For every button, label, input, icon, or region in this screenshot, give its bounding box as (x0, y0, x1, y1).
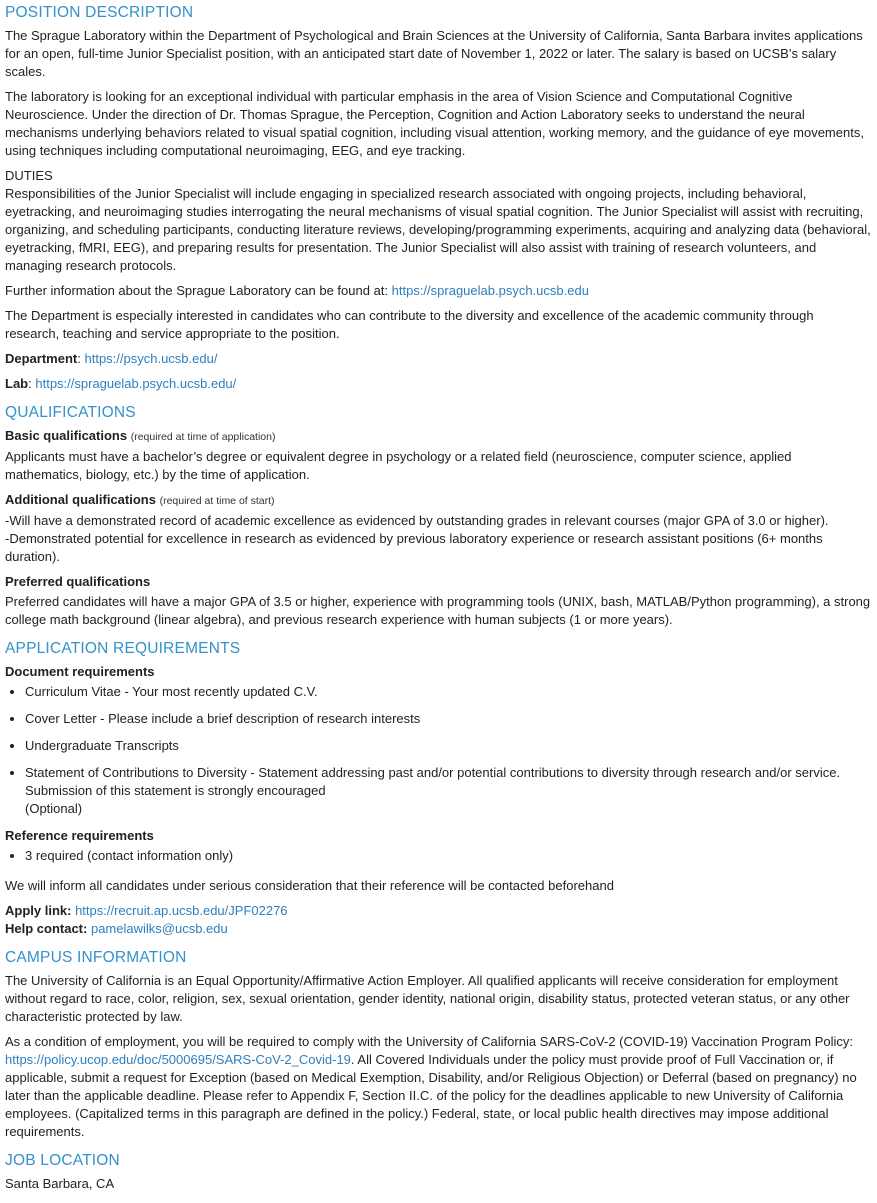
covid-policy-link[interactable]: https://policy.ucop.edu/doc/5000695/SARS-CoV-2_Covid-19 (5, 1052, 351, 1067)
application-requirements-heading: APPLICATION REQUIREMENTS (5, 640, 241, 657)
preferred-qualifications (5, 573, 871, 629)
diversity-statement-item: Statement of Contributions to Diversity - Statement addressing past and/or potential contributions to diversity through research and/or service. Submission of this statement is strongly encouraged (25, 765, 841, 798)
job-location-value: Santa Barbara, CA (5, 1176, 115, 1191)
basic-text: Applicants must have a bachelor’s degree or equivalent degree in psychology or a related field (neuroscience, computer science, applied mathematics, biology, etc.) by the time of application. (5, 449, 792, 482)
reference-requirements-title: Reference requirements (5, 828, 154, 843)
job-location-heading: JOB LOCATION (5, 1152, 120, 1169)
campus-information-heading: CAMPUS INFORMATION (5, 949, 187, 966)
document-requirements-title: Document requirements (5, 664, 155, 679)
additional-qualifications (5, 491, 871, 566)
lab-website-link[interactable]: https://spraguelab.psych.ucsb.edu (391, 283, 589, 298)
qualifications-heading: QUALIFICATIONS (5, 404, 136, 421)
position-description-heading: POSITION DESCRIPTION (5, 4, 194, 21)
list-item: • Cover Letter - Please include a brief description of research interests (25, 710, 871, 728)
covid-policy (5, 1033, 871, 1141)
duties-title: DUTIES (5, 168, 53, 183)
department-line: Department: https://psych.ucsb.edu/ (5, 351, 218, 366)
eoe-statement: The University of California is an Equal Opportunity/Affirmative Action Employer. All qualified applicants will receive consideration for employment without regard to race, color, religion, sex, sexual orientation, gender identity, national origin, disability status, protected veteran status, or any other characteristic protected by law. (5, 973, 850, 1024)
department-label: Department (5, 351, 78, 366)
basic-title: Basic qualifications (5, 428, 128, 443)
lab-label: Lab (5, 376, 29, 391)
additional-line-1: -Will have a demonstrated record of academic excellence as evidenced by outstanding grades in relevant courses (major GPA of 3.0 or higher). (5, 513, 829, 528)
covid-policy-pre: As a condition of employment, you will be required to comply with the University of California SARS-CoV-2 (COVID-19) Vaccination Program Policy: (5, 1034, 853, 1049)
position-intro: The Sprague Laboratory within the Department of Psychological and Brain Sciences at the University of California, Santa Barbara invites applications for an open, full-time Junior Specialist position, with an anticipated start date of November 1, 2022 or later. The salary is based on UCSB’s salary scales. (5, 28, 863, 79)
help-email-link[interactable]: pamelawilks@ucsb.edu (90, 921, 228, 936)
lab-line: Lab: https://spraguelab.psych.ucsb.edu/ (5, 376, 237, 391)
apply-info (5, 902, 871, 938)
help-label: Help contact: (5, 921, 88, 936)
additional-qualifications-title (5, 491, 871, 510)
reference-inform-text: We will inform all candidates under serious consideration that their reference will be contacted beforehand (5, 878, 614, 893)
lab-description: The laboratory is looking for an exceptional individual with particular emphasis in the area of Vision Science and Computational Cognitive Neuroscience. Under the direction of Dr. Thomas Sprague, the Perception, Cognition and Action Laboratory seeks to understand the neural mechanisms underlying behaviors related to visual spatial cognition, including visual attention, working memory, and the guidance of eye movements, using techniques including computational neuroimaging, EEG, and eye tracking. (5, 89, 864, 158)
basic-qualifications (5, 427, 871, 484)
lab-link[interactable]: https://spraguelab.psych.ucsb.edu/ (35, 376, 237, 391)
list-item: • Undergraduate Transcripts (25, 737, 871, 755)
additional-line-2: -Demonstrated potential for excellence in research as evidenced by previous laboratory experience or research assistant positions (6+ months duration). (5, 531, 823, 564)
preferred-text: Preferred candidates will have a major GPA of 3.5 or higher, experience with programming tools (UNIX, bash, MATLAB/Python programming), a strong college math background (linear algebra), and previous research experience with human subjects (1 or more years). (5, 594, 871, 627)
diversity-statement: The Department is especially interested in candidates who can contribute to the diversity and excellence of the academic community through research, teaching and service appropriate to the position. (5, 308, 814, 341)
additional-note: (required at time of start) (159, 495, 275, 507)
list-item: • 3 required (contact information only) (25, 847, 871, 865)
basic-note: (required at time of application) (130, 431, 276, 443)
help-line (5, 920, 871, 938)
apply-link[interactable]: https://recruit.ap.ucsb.edu/JPF02276 (75, 903, 288, 918)
additional-title: Additional qualifications (5, 492, 156, 507)
apply-label: Apply link: (5, 903, 72, 918)
duties-section (5, 167, 871, 275)
department-link[interactable]: https://psych.ucsb.edu/ (84, 351, 218, 366)
optional-note: (Optional) (25, 801, 83, 816)
further-info (5, 282, 871, 300)
preferred-title: Preferred qualifications (5, 574, 151, 589)
basic-qualifications-title (5, 427, 871, 446)
document-requirements-list (5, 683, 871, 818)
list-item: • Curriculum Vitae - Your most recently updated C.V. (25, 683, 871, 701)
reference-requirements-list (5, 847, 871, 865)
apply-line (5, 902, 871, 920)
list-item (25, 764, 871, 818)
further-info-text: Further information about the Sprague Laboratory can be found at: (5, 283, 392, 298)
duties-text: Responsibilities of the Junior Specialist will include engaging in specialized research associated with ongoing projects, including behavioral, eyetracking, and neuroimaging studies interrogating the neural mechanisms of visual spatial cognition. The Junior Specialist will assist with recruiting, organizing, and scheduling participants, conducting literature reviews, developing/programming experiments, acquiring and analyzing data (behavioral, eyetracking, fMRI, EEG), and preparing results for presentation. The Junior Specialist will also assist with training of research volunteers, and managing research protocols. (5, 186, 871, 273)
covid-policy-post: . All Covered Individuals under the policy must provide proof of Full Vaccination or, if applicable, submit a request for Exception (based on Medical Exemption, Disability, and/or Religious Objection) or Deferral (based on pregnancy) no later than the applicable deadline. Please refer to Appendix F, Section II.C. of the policy for the deadlines applicable to new University of California employees. (Capitalized terms in this paragraph are defined in the policy.) Federal, state, or local public health directives may impose additional requirements. (5, 1052, 857, 1139)
job-posting (0, 3, 877, 1193)
